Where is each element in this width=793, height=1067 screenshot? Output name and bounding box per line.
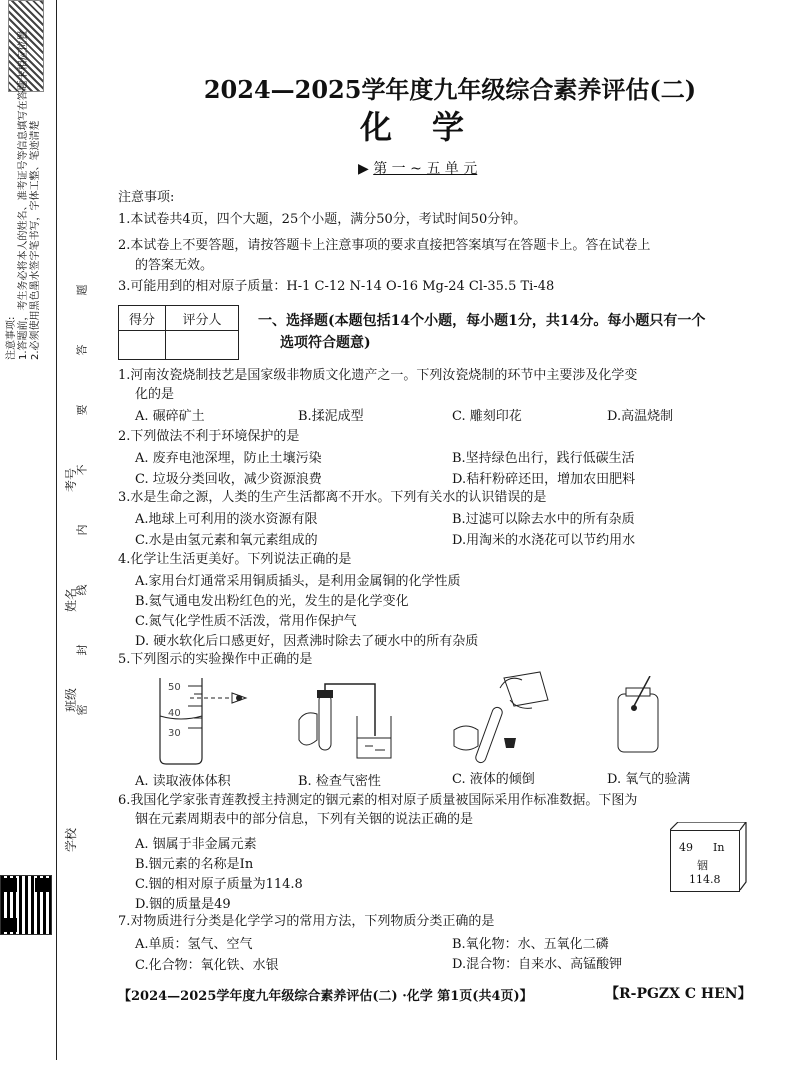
- q4-stem: 4.化学让生活更美好。下列说法正确的是: [118, 552, 352, 567]
- subject-title: 化学: [360, 108, 505, 146]
- q3-option-b: B.过滤可以除去水中的所有杂质: [452, 512, 635, 527]
- page-footer: 【2024—2025学年度九年级综合素养评估(二) ·化学 第1页(共4页)】: [118, 989, 533, 1004]
- seal-char: 封: [75, 644, 89, 656]
- q2-option-a: A. 废弃电池深埋，防止土壤污染: [135, 451, 322, 466]
- binding-line: [56, 0, 57, 1060]
- qr-code: [0, 875, 52, 935]
- note-2: 2.本试卷上不要答题，请按答题卡上注意事项的要求直接把答案填写在答题卡上。答在试卷上: [118, 238, 651, 253]
- triangle-icon: ▶: [358, 161, 369, 177]
- label-class: 班级: [64, 687, 78, 712]
- q3-option-c: C.水是由氢元素和氧元素组成的: [135, 533, 318, 548]
- note-3: 3.可能用到的相对原子质量：H-1 C-12 N-14 O-16 Mg-24 Cl-35.5 Ti-48: [118, 279, 555, 294]
- q1-option-a: A. 碾碎矿土: [135, 409, 205, 424]
- score-header: 得分: [119, 306, 166, 331]
- q2-stem: 2.下列做法不利于环境保护的是: [118, 429, 300, 444]
- q4-option-d: D. 硬水软化后口感更好，因煮沸时除去了硬水中的所有杂质: [135, 634, 479, 649]
- q1-stem: 1.河南汝瓷烧制技艺是国家级非物质文化遗产之一。下列汝瓷烧制的环节中主要涉及化学变: [118, 368, 638, 383]
- grader-header: 评分人: [166, 306, 239, 331]
- q1-stem-cont: 化的是: [135, 387, 175, 402]
- q3-option-a: A.地球上可利用的淡水资源有限: [135, 512, 318, 527]
- q5-caption-b: B. 检查气密性: [298, 774, 381, 789]
- pouring-illustration: [448, 670, 558, 770]
- score-table: [118, 305, 239, 360]
- unit-text: 第 一 ~ 五 单 元: [373, 161, 478, 177]
- notes-heading: 注意事项:: [118, 190, 175, 205]
- q4-option-a: A.家用台灯通常采用铜质插头，是利用金属铜的化学性质: [135, 574, 461, 589]
- q5-caption-d: D. 氧气的验满: [607, 772, 691, 787]
- seal-char: 线: [75, 584, 89, 596]
- q1-option-c: C. 雕刻印花: [452, 409, 522, 424]
- element-card-depth: [670, 822, 750, 892]
- q2-option-b: B.坚持绿色出行，践行低碳生活: [452, 451, 635, 466]
- label-name: 姓名: [64, 587, 78, 612]
- q7-option-b: B.氧化物：水、五氧化二磷: [452, 937, 609, 952]
- q6-option-d: D.铟的质量是49: [135, 897, 231, 912]
- binding-strip: [0, 0, 78, 1067]
- seal-char: 内: [75, 524, 89, 536]
- oxygen-check-illustration: [612, 676, 672, 756]
- element-symbol: In: [713, 841, 725, 854]
- exam-code: 【R-PGZX C HEN】: [605, 986, 752, 1002]
- q6-option-c: C.铟的相对原子质量为114.8: [135, 877, 303, 892]
- q2-option-d: D.秸秆粉碎还田，增加农田肥料: [452, 472, 636, 487]
- label-school: 学校: [64, 827, 78, 852]
- score-cell: [119, 331, 166, 360]
- q7-option-d: D.混合物：自来水、高锰酸钾: [452, 957, 623, 972]
- seal-char: 要: [75, 404, 89, 416]
- q6-stem: 6.我国化学家张青莲教授主持测定的铟元素的相对原子质量被国际采用作标准数据。下图为: [118, 793, 638, 808]
- element-name: 铟: [697, 859, 708, 872]
- q6-option-b: B.铟元素的名称是In: [135, 857, 254, 872]
- q3-option-d: D.用淘米的水浇花可以节约用水: [452, 533, 636, 548]
- q5-caption-c: C. 液体的倾倒: [452, 772, 535, 787]
- side-notice-1: 1.答题前，考生务必将本人的姓名、准考证号等信息填写在答题卡相应位置: [18, 30, 29, 360]
- side-notice: [6, 30, 42, 360]
- q2-option-c: C. 垃圾分类回收，减少资源浪费: [135, 472, 322, 487]
- side-notice-heading: 注意事项:: [6, 316, 17, 360]
- side-notice-2: 2.必须使用黑色墨水签字笔书写，字体工整、笔迹清楚: [30, 120, 41, 360]
- q7-option-a: A.单质：氢气、空气: [135, 937, 253, 952]
- q5-stem: 5.下列图示的实验操作中正确的是: [118, 652, 313, 667]
- q7-stem: 7.对物质进行分类是化学学习的常用方法，下列物质分类正确的是: [118, 914, 495, 929]
- q4-option-b: B.氦气通电发出粉红色的光，发生的是化学变化: [135, 594, 409, 609]
- section-1-line1: 一、选择题(本题包括14个小题，每小题1分，共14分。每小题只有一个: [258, 313, 706, 329]
- seal-char: 不: [75, 464, 89, 476]
- seal-char: 题: [75, 284, 89, 296]
- cylinder-tick-30: 30: [168, 728, 181, 739]
- q3-stem: 3.水是生命之源，人类的生产生活都离不开水。下列有关水的认识错误的是: [118, 490, 547, 505]
- q6-option-a: A. 铟属于非金属元素: [135, 837, 257, 852]
- cylinder-tick-50: 50: [168, 682, 181, 693]
- q6-stem-cont: 铟在元素周期表中的部分信息，下列有关铟的说法正确的是: [135, 812, 474, 827]
- grader-cell: [166, 331, 239, 360]
- label-exam-no: 考号: [64, 467, 78, 492]
- q5-caption-a: A. 读取液体体积: [135, 774, 231, 789]
- airtightness-illustration: [295, 680, 405, 770]
- cylinder-tick-40: 40: [168, 708, 181, 719]
- q7-option-c: C.化合物：氧化铁、水银: [135, 958, 279, 973]
- cylinder-illustration: [140, 676, 270, 766]
- q1-option-d: D.高温烧制: [607, 409, 674, 424]
- element-mass: 114.8: [689, 873, 721, 886]
- seal-char: 密: [75, 704, 89, 716]
- exam-title: 2024—2025学年度九年级综合素养评估(二): [203, 75, 697, 104]
- note-1: 1.本试卷共4页，四个大题，25个小题，满分50分，考试时间50分钟。: [118, 212, 527, 227]
- seal-char: 答: [75, 344, 89, 356]
- q4-option-c: C.氮气化学性质不活泼，常用作保护气: [135, 614, 357, 629]
- section-1-heading: [258, 310, 758, 354]
- section-1-line2: 选项符合题意): [280, 335, 371, 351]
- q1-option-b: B.揉泥成型: [298, 409, 364, 424]
- unit-range: [358, 158, 477, 178]
- note-2-cont: 的答案无效。: [135, 258, 214, 273]
- element-number: 49: [679, 841, 693, 854]
